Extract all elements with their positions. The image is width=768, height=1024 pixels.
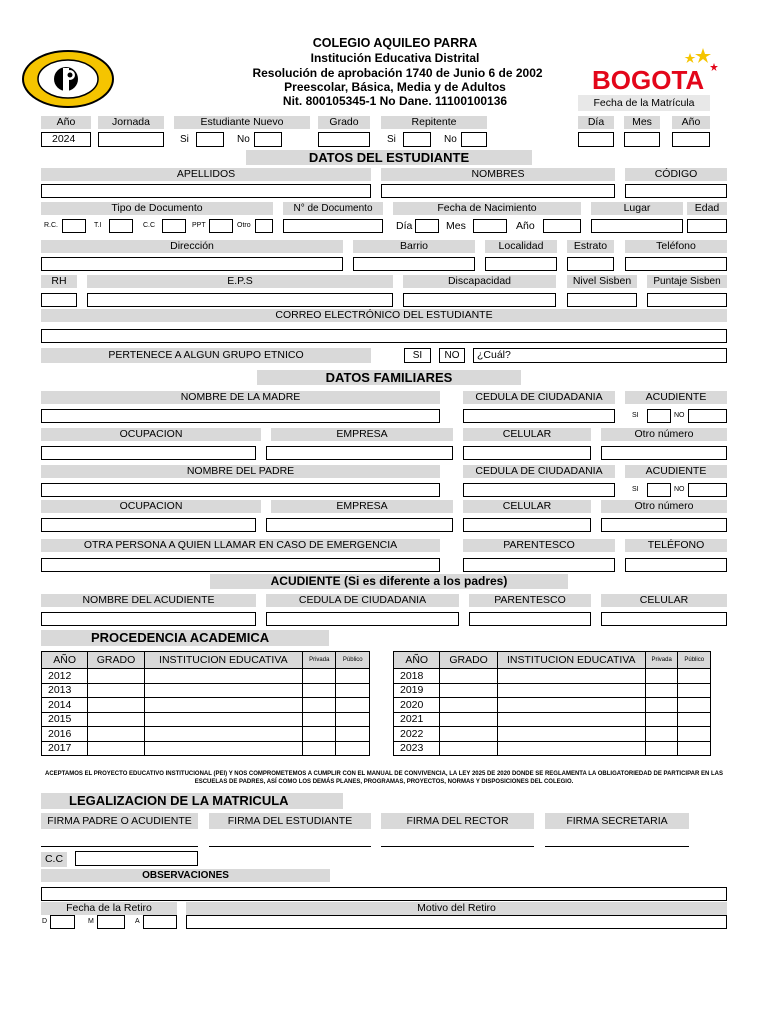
institucion-cell[interactable]: [144, 727, 302, 742]
institucion-cell[interactable]: [497, 712, 645, 727]
eps-field[interactable]: [87, 293, 393, 307]
cc-firma-label: C.C: [41, 852, 67, 867]
madre-otro-numero-label: Otro número: [601, 428, 727, 441]
grado-cell[interactable]: [440, 741, 497, 756]
institucion-cell[interactable]: [497, 741, 645, 756]
grado-cell[interactable]: [88, 712, 144, 727]
repitente-label: Repitente: [381, 116, 487, 129]
year-cell: 2014: [42, 698, 88, 713]
otro-label: Otro: [237, 222, 251, 229]
acudiente-parentesco-label: PARENTESCO: [469, 594, 591, 607]
ppt-box[interactable]: [209, 219, 233, 233]
nuevo-no-box[interactable]: [254, 132, 282, 147]
col-anio: AÑO: [394, 652, 440, 669]
edad-field[interactable]: [687, 219, 727, 233]
acudiente-nombre-label: NOMBRE DEL ACUDIENTE: [41, 594, 256, 607]
table-row: [42, 683, 370, 698]
table-row: [42, 669, 370, 684]
lugar-label: Lugar: [591, 202, 683, 215]
publico-cell[interactable]: [336, 669, 370, 684]
grupo-etnico-label: PERTENECE A ALGUN GRUPO ETNICO: [41, 348, 371, 363]
retiro-d-box[interactable]: [50, 915, 75, 929]
institucion-cell[interactable]: [497, 683, 645, 698]
madre-acudiente-si-label: SI: [632, 412, 639, 419]
privada-cell[interactable]: [645, 669, 678, 684]
firma-secretaria-line[interactable]: [545, 846, 689, 847]
acudiente-celular-label: CELULAR: [601, 594, 727, 607]
school-name: COLEGIO AQUILEO PARRA: [312, 36, 478, 50]
padre-acudiente-si-box[interactable]: [647, 483, 671, 497]
emergencia-label: OTRA PERSONA A QUIEN LLAMAR EN CASO DE EMERGENCIA: [41, 539, 440, 552]
madre-cedula-field[interactable]: [463, 409, 615, 423]
privada-cell[interactable]: [645, 741, 678, 756]
madre-celular-label: CELULAR: [463, 428, 591, 441]
padre-ocupacion-field[interactable]: [41, 518, 256, 532]
eps-label: E.P.S: [87, 275, 393, 288]
discapacidad-label: Discapacidad: [403, 275, 556, 288]
col-institucion: INSTITUCION EDUCATIVA: [144, 652, 302, 669]
institucion-cell[interactable]: [497, 698, 645, 713]
nombre-padre-label: NOMBRE DEL PADRE: [41, 465, 440, 478]
nuevo-no-label: No: [237, 134, 250, 145]
rc-box[interactable]: [62, 219, 86, 233]
codigo-field[interactable]: [625, 184, 727, 198]
firma-secretaria-label: FIRMA SECRETARIA: [545, 813, 689, 829]
procedencia-table-right: [393, 651, 711, 756]
grado-label: Grado: [318, 116, 370, 129]
nuevo-si-label: Si: [180, 134, 189, 145]
barrio-label: Barrio: [353, 240, 475, 253]
privada-cell[interactable]: [302, 712, 336, 727]
year-cell: 2016: [42, 727, 88, 742]
madre-acudiente-no-box[interactable]: [688, 409, 727, 423]
padre-cedula-field[interactable]: [463, 483, 615, 497]
publico-cell[interactable]: [336, 741, 370, 756]
emergencia-field[interactable]: [41, 558, 440, 572]
publico-cell[interactable]: [678, 683, 711, 698]
privada-cell[interactable]: [302, 727, 336, 742]
acudiente-celular-field[interactable]: [601, 612, 727, 626]
acudiente-cedula-field[interactable]: [266, 612, 459, 626]
direccion-field[interactable]: [41, 257, 343, 271]
nac-anio-box[interactable]: [543, 219, 581, 233]
emergencia-parentesco-label: PARENTESCO: [463, 539, 615, 552]
anio2-label: Año: [672, 116, 710, 129]
padre-otro-numero-field[interactable]: [601, 518, 727, 532]
cc-firma-field[interactable]: [75, 851, 198, 866]
nit-dane: Nit. 800105345-1 No Dane. 11100100136: [282, 94, 508, 108]
puntaje-sisben-field[interactable]: [647, 293, 727, 307]
n-documento-field[interactable]: [283, 219, 383, 233]
procedencia-title: PROCEDENCIA ACADEMICA: [41, 630, 329, 646]
bogota-text: BOGOTA: [592, 65, 705, 95]
datos-familiares-title: DATOS FAMILIARES: [257, 370, 521, 385]
table-row: [394, 727, 711, 742]
retiro-d-label: D: [42, 918, 48, 925]
col-grado: GRADO: [440, 652, 497, 669]
n-documento-label: N° de Documento: [283, 202, 383, 215]
procedencia-table-left: [41, 651, 370, 756]
year-cell: 2018: [394, 669, 440, 684]
madre-otro-numero-field[interactable]: [601, 446, 727, 460]
retiro-m-box[interactable]: [97, 915, 125, 929]
institucion-cell[interactable]: [497, 669, 645, 684]
publico-cell[interactable]: [336, 683, 370, 698]
madre-empresa-label: EMPRESA: [271, 428, 453, 441]
year-cell: 2020: [394, 698, 440, 713]
table-row: [394, 741, 711, 756]
grado-cell[interactable]: [440, 727, 497, 742]
acudiente-nombre-field[interactable]: [41, 612, 256, 626]
etnico-si-box[interactable]: SI: [404, 348, 431, 363]
nac-anio-label: Año: [516, 220, 535, 232]
ti-label: T.I: [94, 222, 102, 229]
firma-estudiante-line[interactable]: [209, 846, 371, 847]
table-row: [394, 712, 711, 727]
padre-acudiente-no-label: NO: [674, 486, 685, 493]
firma-rector-label: FIRMA DEL RECTOR: [381, 813, 534, 829]
repitente-no-label: No: [444, 134, 457, 145]
nac-dia-label: Día: [396, 220, 413, 232]
grado-cell[interactable]: [440, 698, 497, 713]
publico-cell[interactable]: [678, 727, 711, 742]
publico-cell[interactable]: [336, 727, 370, 742]
nombres-label: NOMBRES: [381, 168, 615, 181]
publico-cell[interactable]: [678, 669, 711, 684]
resolution-text: Resolución de aprobación 1740 de Junio 6 de 2002: [252, 66, 543, 80]
padre-otro-numero-label: Otro número: [601, 500, 727, 513]
madre-acudiente-no-label: NO: [674, 412, 685, 419]
grado-cell[interactable]: [88, 741, 144, 756]
tipo-documento-label: Tipo de Documento: [41, 202, 273, 215]
col-anio: AÑO: [42, 652, 88, 669]
institucion-cell[interactable]: [497, 727, 645, 742]
emergencia-parentesco-field[interactable]: [463, 558, 615, 572]
institucion-cell[interactable]: [144, 741, 302, 756]
etnico-cual-field[interactable]: ¿Cuál?: [473, 348, 727, 363]
ti-box[interactable]: [109, 219, 133, 233]
jornada-field[interactable]: [98, 132, 164, 147]
mes-label: Mes: [624, 116, 660, 129]
telefono-label: Teléfono: [625, 240, 727, 253]
privada-cell[interactable]: [302, 741, 336, 756]
grado-cell[interactable]: [88, 683, 144, 698]
year-cell: 2012: [42, 669, 88, 684]
apellidos-label: APELLIDOS: [41, 168, 371, 181]
emergencia-telefono-label: TELÉFONO: [625, 539, 727, 552]
retiro-m-label: M: [88, 918, 94, 925]
jornada-label: Jornada: [98, 116, 164, 129]
fecha-retiro-label: Fecha de la Retiro: [41, 902, 177, 915]
direccion-label: Dirección: [41, 240, 343, 253]
institution-type: Institución Educativa Distrital: [310, 51, 480, 65]
nac-mes-box[interactable]: [473, 219, 507, 233]
localidad-label: Localidad: [485, 240, 557, 253]
localidad-field[interactable]: [485, 257, 557, 271]
rc-label: R.C.: [44, 222, 58, 229]
madre-acudiente-si-box[interactable]: [647, 409, 671, 423]
apellidos-field[interactable]: [41, 184, 371, 198]
telefono-field[interactable]: [625, 257, 727, 271]
table-row: [394, 683, 711, 698]
matricula-mes-field[interactable]: [624, 132, 660, 147]
table-row: [42, 741, 370, 756]
estudiante-nuevo-label: Estudiante Nuevo: [174, 116, 310, 129]
acudiente-title: ACUDIENTE (Si es diferente a los padres): [210, 574, 568, 589]
estrato-field[interactable]: [567, 257, 614, 271]
puntaje-sisben-label: Puntaje Sisben: [647, 275, 727, 288]
firma-padre-label: FIRMA PADRE O ACUDIENTE: [41, 813, 198, 829]
madre-cedula-label: CEDULA DE CIUDADANIA: [463, 391, 615, 404]
col-privada: Privada: [645, 652, 678, 669]
etnico-no-box[interactable]: NO: [439, 348, 465, 363]
lugar-field[interactable]: [591, 219, 683, 233]
privada-cell[interactable]: [645, 698, 678, 713]
rh-label: RH: [41, 275, 77, 288]
nivel-sisben-field[interactable]: [567, 293, 637, 307]
grado-field[interactable]: [318, 132, 370, 147]
firma-estudiante-label: FIRMA DEL ESTUDIANTE: [209, 813, 371, 829]
nombres-field[interactable]: [381, 184, 615, 198]
grado-cell[interactable]: [440, 683, 497, 698]
padre-empresa-field[interactable]: [266, 518, 453, 532]
year-cell: 2022: [394, 727, 440, 742]
privada-cell[interactable]: [645, 712, 678, 727]
nombre-madre-field[interactable]: [41, 409, 440, 423]
privada-cell[interactable]: [645, 683, 678, 698]
padre-cedula-label: CEDULA DE CIUDADANIA: [463, 465, 615, 478]
institucion-cell[interactable]: [144, 683, 302, 698]
emergencia-telefono-field[interactable]: [625, 558, 727, 572]
publico-cell[interactable]: [336, 712, 370, 727]
padre-ocupacion-label: OCUPACION: [41, 500, 261, 513]
anio-field[interactable]: 2024: [41, 132, 91, 147]
codigo-label: CÓDIGO: [625, 168, 727, 181]
institucion-cell[interactable]: [144, 669, 302, 684]
col-publico: Público: [336, 652, 370, 669]
privada-cell[interactable]: [302, 698, 336, 713]
edad-label: Edad: [687, 202, 727, 215]
year-cell: 2019: [394, 683, 440, 698]
table-row: [394, 669, 711, 684]
barrio-field[interactable]: [353, 257, 475, 271]
repitente-no-box[interactable]: [461, 132, 487, 147]
legalizacion-title: LEGALIZACION DE LA MATRICULA: [41, 793, 343, 809]
col-institucion: INSTITUCION EDUCATIVA: [497, 652, 645, 669]
retiro-a-label: A: [135, 918, 140, 925]
correo-label: CORREO ELECTRÓNICO DEL ESTUDIANTE: [41, 309, 727, 322]
nombre-padre-field[interactable]: [41, 483, 440, 497]
padre-acudiente-label: ACUDIENTE: [625, 465, 727, 478]
col-publico: Público: [678, 652, 711, 669]
repitente-si-label: Si: [387, 134, 396, 145]
nivel-sisben-label: Nivel Sisben: [567, 275, 637, 288]
nac-dia-box[interactable]: [415, 219, 439, 233]
table-row: [42, 712, 370, 727]
padre-acudiente-no-box[interactable]: [688, 483, 727, 497]
col-privada: Privada: [302, 652, 336, 669]
padre-celular-label: CELULAR: [463, 500, 591, 513]
privada-cell[interactable]: [302, 669, 336, 684]
matricula-dia-field[interactable]: [578, 132, 614, 147]
year-cell: 2017: [42, 741, 88, 756]
table-row: [42, 727, 370, 742]
year-cell: 2023: [394, 741, 440, 756]
firma-rector-line[interactable]: [381, 846, 534, 847]
levels-text: Preescolar, Básica, Media y de Adultos: [284, 80, 506, 94]
publico-cell[interactable]: [678, 741, 711, 756]
datos-estudiante-title: DATOS DEL ESTUDIANTE: [246, 150, 532, 165]
anio-label: Año: [41, 116, 91, 129]
madre-acudiente-label: ACUDIENTE: [625, 391, 727, 404]
dia-label: Día: [578, 116, 614, 129]
rh-field[interactable]: [41, 293, 77, 307]
madre-ocupacion-field[interactable]: [41, 446, 256, 460]
repitente-si-box[interactable]: [403, 132, 431, 147]
acudiente-parentesco-field[interactable]: [469, 612, 591, 626]
privada-cell[interactable]: [645, 727, 678, 742]
retiro-a-box[interactable]: [143, 915, 177, 929]
matricula-anio-field[interactable]: [672, 132, 710, 147]
grado-cell[interactable]: [440, 669, 497, 684]
privada-cell[interactable]: [302, 683, 336, 698]
year-cell: 2013: [42, 683, 88, 698]
padre-celular-field[interactable]: [463, 518, 591, 532]
cc-label: C.C: [143, 222, 156, 229]
year-cell: 2021: [394, 712, 440, 727]
institucion-cell[interactable]: [144, 698, 302, 713]
observaciones-field[interactable]: [41, 887, 727, 901]
col-grado: GRADO: [88, 652, 144, 669]
otro-box[interactable]: [255, 219, 273, 233]
school-logo: [22, 50, 114, 108]
madre-celular-field[interactable]: [463, 446, 591, 460]
nombre-madre-label: NOMBRE DE LA MADRE: [41, 391, 440, 404]
motivo-retiro-label: Motivo del Retiro: [186, 902, 727, 915]
grado-cell[interactable]: [440, 712, 497, 727]
institucion-cell[interactable]: [144, 712, 302, 727]
publico-cell[interactable]: [336, 698, 370, 713]
acudiente-cedula-label: CEDULA DE CIUDADANIA: [266, 594, 459, 607]
correo-field[interactable]: [41, 329, 727, 343]
table-row: [394, 698, 711, 713]
estrato-label: Estrato: [567, 240, 614, 253]
table-row: [42, 698, 370, 713]
publico-cell[interactable]: [678, 712, 711, 727]
cc-box[interactable]: [162, 219, 186, 233]
padre-acudiente-si-label: SI: [632, 486, 639, 493]
year-cell: 2015: [42, 712, 88, 727]
pei-notice: ACEPTAMOS EL PROYECTO EDUCATIVO INSTITUCIONAL (PEI) Y NOS COMPROMETEMOS A CUMPLIR CON EL MANUAL DE CONVIVENCIA, LA LEY 2025 DE 2020 DONDE SE REGLAMENTA LA OBLIGATORIEDAD DE PARTICIPAR EN LAS ESCUELAS DE PADRES, ASÍ COMO LOS DEMÁS PLANES, PROGRAMAS, PROYECTOS, NORMAS Y DISPOSICIONES DEL COLEGIO.: [45, 771, 723, 785]
madre-ocupacion-label: OCUPACION: [41, 428, 261, 441]
fecha-nacimiento-label: Fecha de Nacimiento: [393, 202, 581, 215]
fecha-matricula-label: Fecha de la Matrícula: [578, 95, 710, 111]
grado-cell[interactable]: [88, 727, 144, 742]
madre-empresa-field[interactable]: [266, 446, 453, 460]
padre-empresa-label: EMPRESA: [271, 500, 453, 513]
observaciones-label: OBSERVACIONES: [41, 869, 330, 882]
motivo-retiro-field[interactable]: [186, 915, 727, 929]
publico-cell[interactable]: [678, 698, 711, 713]
grado-cell[interactable]: [88, 669, 144, 684]
ppt-label: PPT: [192, 222, 206, 229]
grado-cell[interactable]: [88, 698, 144, 713]
firma-padre-line[interactable]: [41, 846, 198, 847]
nac-mes-label: Mes: [446, 220, 466, 232]
discapacidad-field[interactable]: [403, 293, 556, 307]
nuevo-si-box[interactable]: [196, 132, 224, 147]
